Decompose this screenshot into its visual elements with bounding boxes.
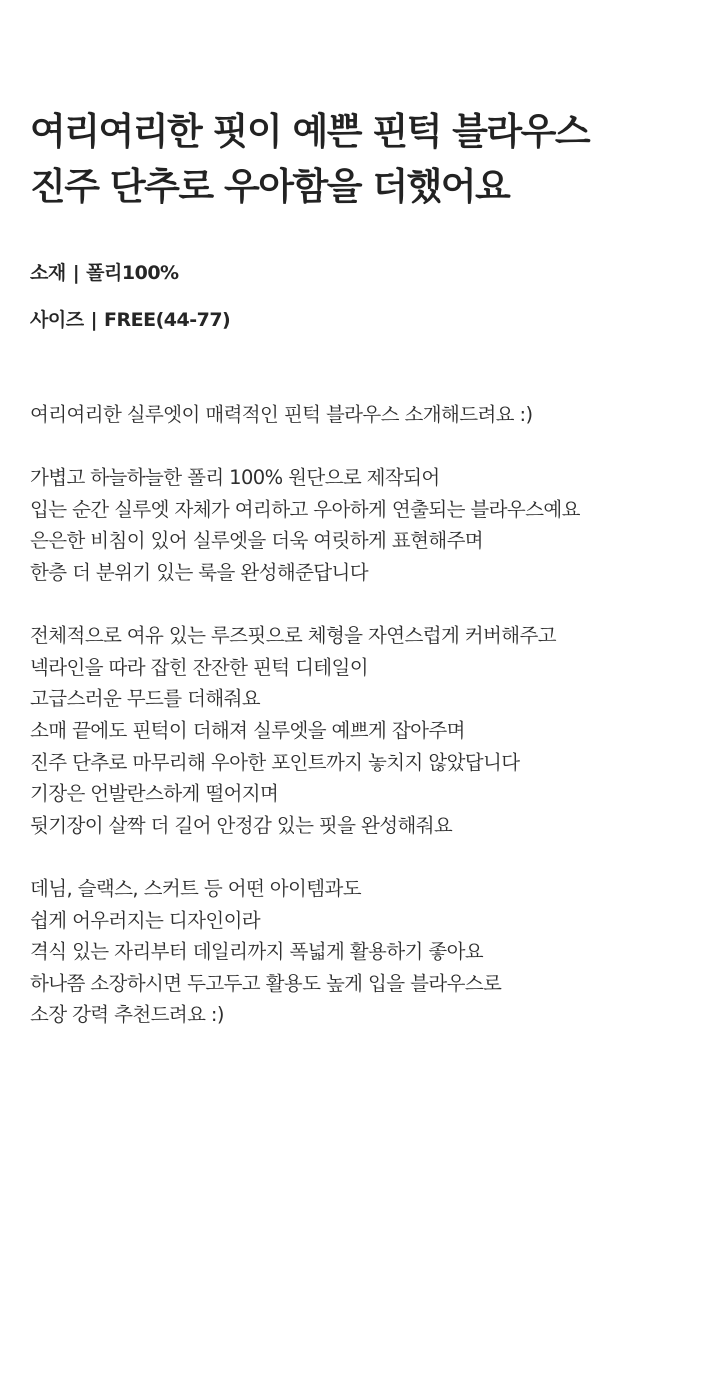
description-paragraph-fit — [30, 620, 700, 841]
spec-material — [30, 258, 230, 288]
description-line: 고급스러운 무드를 더해줘요 — [30, 687, 261, 711]
spec-value: 폴리100% — [86, 262, 179, 284]
description-line: 쉽게 어우러지는 디자인이라 — [30, 908, 261, 932]
product-description — [30, 399, 700, 1062]
description-line: 여리여리한 실루엣이 매력적인 핀턱 블라우스 소개해드려요 :) — [30, 403, 533, 426]
description-line: 기장은 언발란스하게 떨어지며 — [30, 782, 279, 806]
description-paragraph-fabric — [30, 462, 700, 588]
description-line: 하나쯤 소장하시면 두고두고 활용도 높게 입을 블라우스로 — [30, 971, 502, 995]
description-line: 진주 단추로 마무리해 우아한 포인트까지 놓치지 않았답니다 — [30, 750, 520, 774]
spec-list — [30, 258, 230, 352]
description-line: 격식 있는 자리부터 데일리까지 폭넓게 활용하기 좋아요 — [30, 940, 484, 964]
description-line: 소매 끝에도 핀턱이 더해져 실루엣을 예쁘게 잡아주며 — [30, 718, 465, 742]
page-title — [30, 104, 589, 214]
spec-value: FREE(44-77) — [104, 309, 231, 331]
spec-separator: | — [90, 309, 98, 331]
title-line-2: 진주 단추로 우아함을 더했어요 — [30, 165, 510, 208]
title-line-1: 여리여리한 핏이 예쁜 핀턱 블라우스 — [30, 110, 590, 153]
description-line: 데님, 슬랙스, 스커트 등 어떤 아이템과도 — [30, 876, 361, 900]
description-line: 은은한 비침이 있어 실루엣을 더욱 여릿하게 표현해주며 — [30, 529, 484, 553]
description-line: 입는 순간 실루엣 자체가 여리하고 우아하게 연출되는 블라우스예요 — [30, 497, 580, 521]
spec-label: 소재 — [30, 262, 66, 284]
spec-size — [30, 305, 230, 335]
description-line: 넥라인을 따라 잡힌 잔잔한 핀턱 디테일이 — [30, 655, 369, 679]
spec-label: 사이즈 — [30, 309, 84, 331]
description-line: 전체적으로 여유 있는 루즈핏으로 체형을 자연스럽게 커버해주고 — [30, 624, 556, 648]
description-line: 가볍고 하늘하늘한 폴리 100% 원단으로 제작되어 — [30, 466, 440, 490]
description-line: 한층 더 분위기 있는 룩을 완성해준답니다 — [30, 560, 369, 584]
description-paragraph-intro — [30, 399, 700, 431]
spec-separator: | — [72, 262, 80, 284]
description-line: 뒷기장이 살짝 더 길어 안정감 있는 핏을 완성해줘요 — [30, 813, 453, 837]
description-line: 소장 강력 추천드려요 :) — [30, 1003, 224, 1027]
description-paragraph-styling — [30, 873, 700, 1031]
